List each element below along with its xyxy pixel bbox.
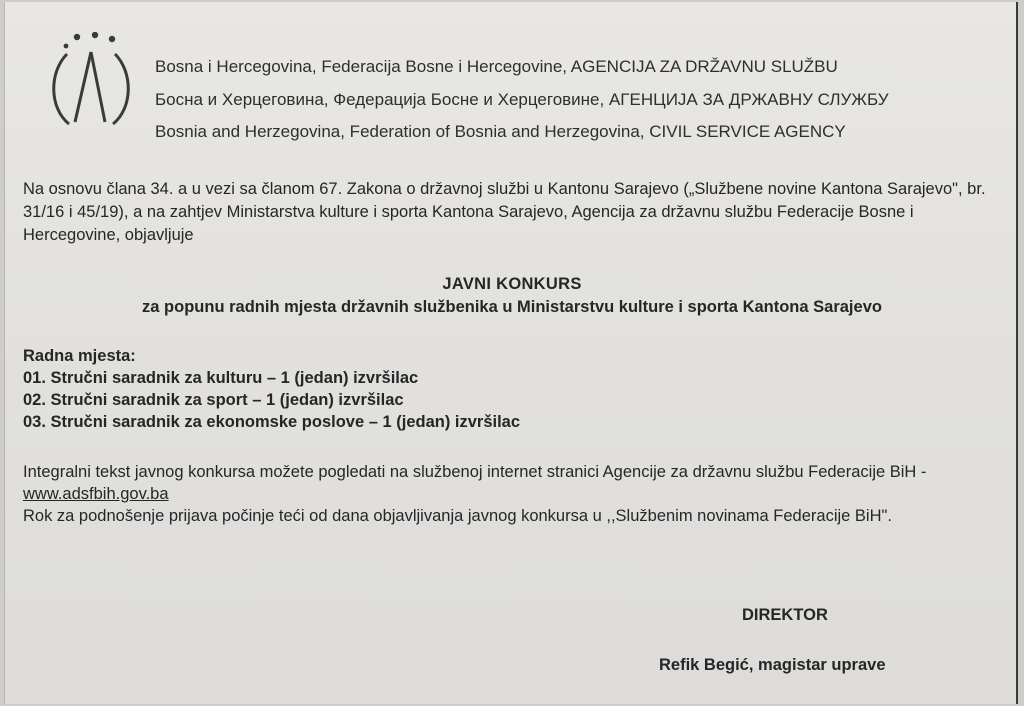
intro-paragraph: Na osnovu člana 34. a u vezi sa članom 67. Zakona o državnoj službi u Kantonu Sarajevo („Službene novine Kantona Sarajevo", br. 31/16 i 45/19), a na zahtjev Ministarstva kulture i sporta Kantona Sarajevo, Agencija za državnu službu Federacije Bosne i Hercegovine, objavljuje [23,180,986,244]
position-item: 02. Stručni saradnik za sport – 1 (jedan) izvršilac [23,391,404,409]
header-line-bosnian: Bosna i Hercegovina, Federacija Bosne i Hercegovine, AGENCIJA ZA DRŽAVNU SLUŽBU [155,57,838,76]
info-paragraph [23,461,1008,527]
header-line-english: Bosnia and Herzegovina, Federation of Bosnia and Herzegovina, CIVIL SERVICE AGENCY [155,122,846,141]
agency-logo-icon [45,32,137,136]
signature-name: Refik Begić, magistar uprave [659,656,886,674]
positions-list [23,345,520,433]
info-text: Integralni tekst javnog konkursa možete pogledati na službenoj internet stranici Agencije za državnu službu Federacije BiH - [23,463,927,481]
signature-role: DIREKTOR [742,606,828,624]
position-item: 03. Stručni saradnik za ekonomske poslove – 1 (jedan) izvršilac [23,413,521,431]
header-line-serbian: Босна и Херцеговина, Федерација Босне и Херцеговине, АГЕНЦИЈА ЗА ДРЖАВНУ СЛУЖБУ [155,90,889,109]
document-title: JAVNI KONKURS [442,275,582,293]
positions-heading: Radna mjesta: [23,347,136,365]
deadline-text: Rok za podnošenje prijava počinje teći od dana objavljivanja javnog konkursa u ,,Službenim novinama Federacije BiH". [23,507,892,525]
document-page [4,2,1018,704]
document-subtitle: za popunu radnih mjesta državnih službenika u Ministarstvu kulture i sporta Kantona Sarajevo [142,298,882,316]
agency-website-link[interactable]: www.adsfbih.gov.ba [23,485,169,503]
position-item: 01. Stručni saradnik za kulturu – 1 (jedan) izvršilac [23,369,419,387]
